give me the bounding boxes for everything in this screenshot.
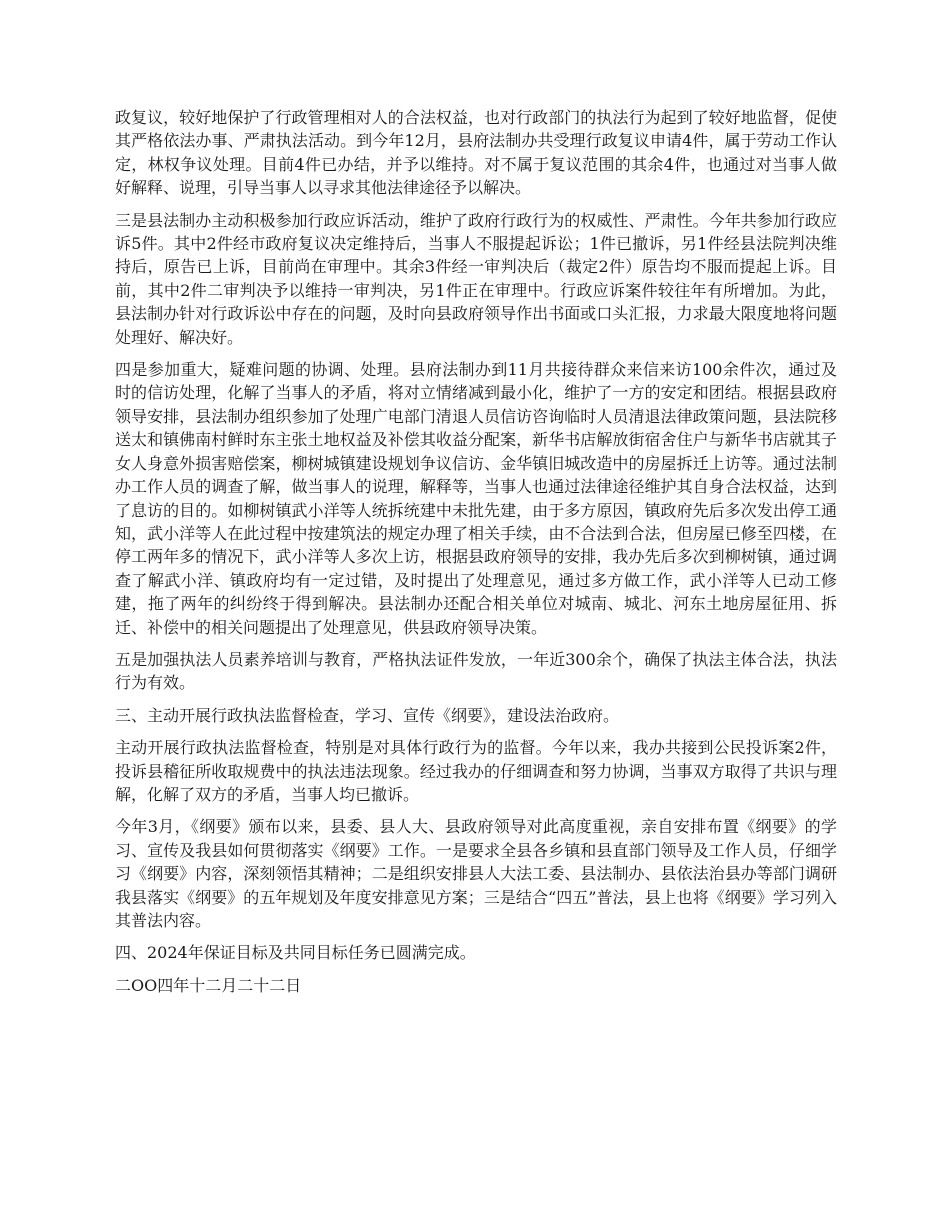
- paragraph-administrative-review: 政复议，较好地保护了行政管理相对人的合法权益，也对行政部门的执法行为起到了较好地监督，促使其严格依法办事、严肃执法活动。到今年12月，县府法制办共受理行政复议申请4件，属于劳动工作认定，林权争议处理。目前4件已办结，并予以维持。对不属于复议范围的其余4件，也通过对当事人做好解释、说理，引导当事人以寻求其他法律途径予以解决。: [115, 108, 837, 198]
- paragraph-outline-study: 今年3月，《纲要》颁布以来，县委、县人大、县政府领导对此高度重视，亲自安排布置《纲要》的学习、宣传及我县如何贯彻落实《纲要》工作。一是要求全县各乡镇和县直部门领导及工作人员，仔细学习《纲要》内容，深刻领悟其精神；二是组织安排县人大法工委、县法制办、县依法治县办等部门调研我县落实《纲要》的五年规划及年度安排意见方案；三是结合“四五”普法，县上也将《纲要》学习列入其普法内容。: [115, 817, 837, 930]
- paragraph-dispute-coordination: 四是参加重大，疑难问题的协调、处理。县府法制办到11月共接待群众来信来访100余件次，通过及时的信访处理，化解了当事人的矛盾，将对立情绪减到最小化，维护了一方的安定和团结。根据县政府领导安排，县法制办组织参加了处理广电部门清退人员信访咨询临时人员清退法律政策问题，县法院移送太和镇佛南村鲜时东主张土地权益及补偿其收益分配案，新华书店解放街宿舍住户与新华书店就其子女人身意外损害赔偿案，柳树城镇建设规划争议信访、金华镇旧城改造中的房屋拆迁上访等。通过法制办工作人员的调查了解，做当事人的说理，解释等，当事人也通过法律途径维护其自身合法权益，达到了息访的目的。如柳树镇武小洋等人统拆统建中未批先建，由于多方原因，镇政府先后多次发出停工通知，武小洋等人在此过程中按建筑法的规定办理了相关手续，由不合法到合法，但房屋已修至四楼，在停工两年多的情况下，武小洋等人多次上访，根据县政府领导的安排，我办先后多次到柳树镇，通过调查了解武小洋、镇政府均有一定过错，及时提出了处理意见，通过多方做工作，武小洋等人已动工修建，拖了两年的纠纷终于得到解决。县法制办还配合相关单位对城南、城北、河东土地房屋征用、拆迁、补偿中的相关问题提出了处理意见，供县政府领导决策。: [115, 360, 837, 637]
- section-heading-supervision: 三、主动开展行政执法监督检查，学习、宣传《纲要》，建设法治政府。: [115, 705, 620, 725]
- document-date: 二OO四年十二月二十二日: [115, 975, 302, 995]
- paragraph-training: 五是加强执法人员素养培训与教育，严格执法证件发放，一年近300余个，确保了执法主体合法，执法行为有效。: [115, 649, 837, 693]
- paragraph-administrative-litigation: 三是县法制办主动积极参加行政应诉活动，维护了政府行政行为的权威性、严肃性。今年共参加行政应诉5件。其中2件经市政府复议决定维持后，当事人不服提起诉讼；1件已撤诉，另1件经县法院判决维持后，原告已上诉，目前尚在审理中。其余3件经一审判决后（裁定2件）原告均不服而提起上诉。目前，其中2件二审判决予以维持一审判决，另1件正在审理中。行政应诉案件较往年有所增加。为此，县法制办针对行政诉讼中存在的问题，及时向县政府领导作出书面或口头汇报，力求最大限度地将问题处理好、解决好。: [115, 210, 837, 347]
- document-page: [115, 106, 837, 1006]
- section-heading-targets: 四、2024年保证目标及共同目标任务已圆满完成。: [115, 943, 476, 963]
- paragraph-supervision: 主动开展行政执法监督检查，特别是对具体行政行为的监督。今年以来，我办共接到公民投诉案2件，投诉县稽征所收取规费中的执法违法现象。经过我办的仔细调查和努力协调，当事双方取得了共识与理解，化解了双方的矛盾，当事人均已撤诉。: [115, 738, 837, 804]
